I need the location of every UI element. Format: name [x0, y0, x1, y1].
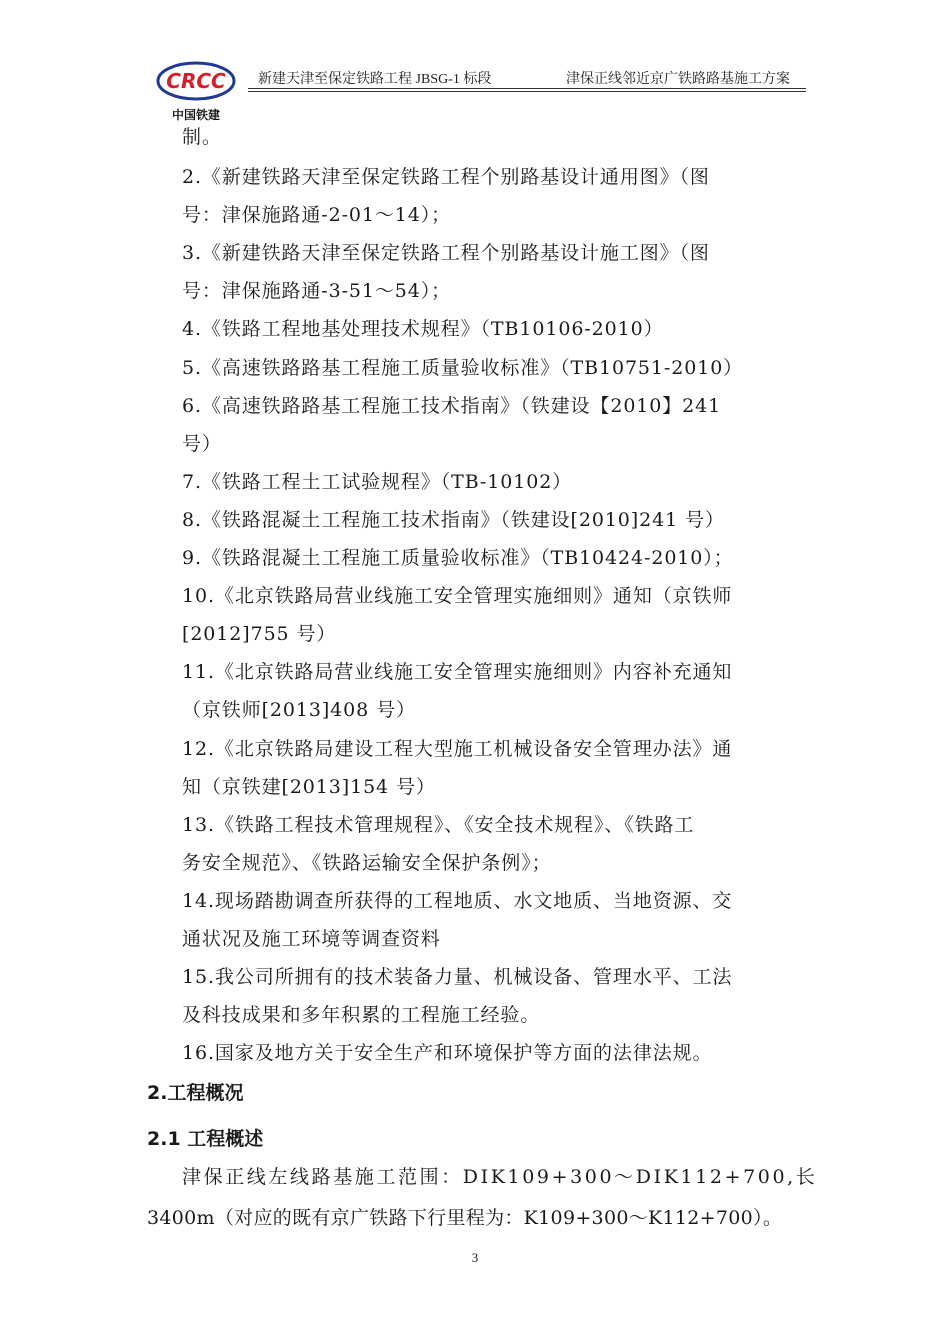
body-line: 7.《铁路工程土工试验规程》（TB-10102）	[182, 471, 573, 493]
body-line: 6.《高速铁路路基工程施工技术指南》（铁建设【2010】241	[182, 395, 722, 417]
body-line: 12.《北京铁路局建设工程大型施工机械设备安全管理办法》通	[182, 738, 733, 760]
paragraph-line: 3400m（对应的既有京广铁路下行里程为：K109+300～K112+700）。	[147, 1207, 783, 1229]
body-line: 11.《北京铁路局营业线施工安全管理实施细则》内容补充通知	[182, 661, 733, 683]
logo-text: CRCC	[166, 69, 226, 93]
header-rule	[248, 91, 806, 92]
page-number: 3	[471, 1250, 479, 1265]
body-line: 9.《铁路混凝土工程施工质量验收标准》（TB10424-2010）；	[182, 547, 734, 569]
body-line: 2.《新建铁路天津至保定铁路工程个别路基设计通用图》（图	[182, 166, 710, 188]
body-line: （京铁师[2013]408 号）	[182, 699, 416, 721]
body-line: 5.《高速铁路路基工程施工质量验收标准》（TB10751-2010）	[182, 357, 744, 379]
section-heading: 2.工程概况	[147, 1082, 244, 1104]
header-project-title: 新建天津至保定铁路工程 JBSG-1 标段	[258, 72, 492, 87]
body-line: 通状况及施工环境等调查资料	[182, 928, 441, 950]
body-line: 16.国家及地方关于安全生产和环境保护等方面的法律法规。	[182, 1042, 713, 1064]
body-line: [2012]755 号）	[182, 623, 337, 645]
body-line: 4.《铁路工程地基处理技术规程》（TB10106-2010）	[182, 318, 664, 340]
body-line: 号：津保施路通-3-51～54）；	[182, 280, 452, 302]
body-line: 10.《北京铁路局营业线施工安全管理实施细则》通知（京铁师	[182, 585, 733, 607]
subsection-heading: 2.1 工程概述	[147, 1128, 264, 1150]
body-line: 制。	[182, 126, 222, 148]
body-line: 务安全规范》、《铁路运输安全保护条例》；	[182, 852, 552, 874]
body-line: 知（京铁建[2013]154 号）	[182, 776, 436, 798]
header-document-title: 津保正线邻近京广铁路路基施工方案	[566, 72, 790, 87]
header-rule	[248, 88, 806, 89]
logo-caption: 中国铁建	[171, 108, 221, 122]
body-line: 14.现场踏勘调查所获得的工程地质、水文地质、当地资源、交	[182, 890, 733, 912]
body-line: 13.《铁路工程技术管理规程》、《安全技术规程》、《铁路工	[182, 814, 695, 836]
body-line: 3.《新建铁路天津至保定铁路工程个别路基设计施工图》（图	[182, 242, 710, 264]
body-line: 及科技成果和多年积累的工程施工经验。	[182, 1004, 541, 1026]
company-logo	[148, 57, 244, 123]
paragraph-line: 津保正线左线路基施工范围：DIK109+300～DIK112+700,长	[182, 1166, 818, 1188]
body-line: 号）	[182, 433, 222, 455]
body-line: 8.《铁路混凝土工程施工技术指南》（铁建设[2010]241 号）	[182, 509, 725, 531]
body-line: 15.我公司所拥有的技术装备力量、机械设备、管理水平、工法	[182, 966, 733, 988]
body-line: 号：津保施路通-2-01～14）；	[182, 204, 452, 226]
